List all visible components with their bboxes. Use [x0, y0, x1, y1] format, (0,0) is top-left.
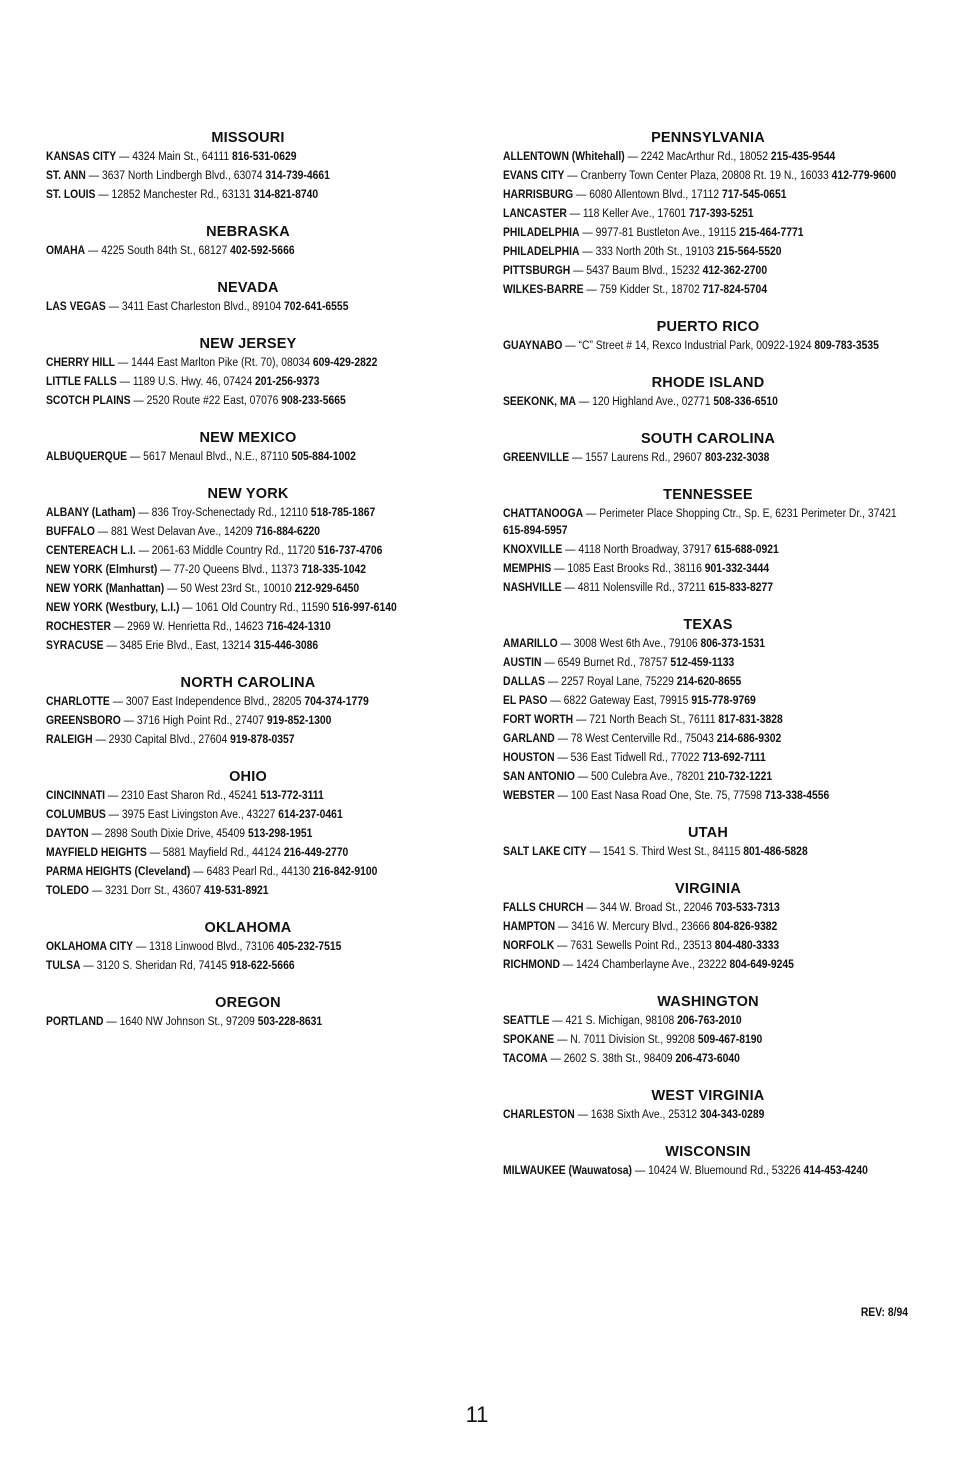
city-name: ALBUQUERQUE [46, 451, 128, 463]
store-entry [503, 580, 913, 597]
store-entry [46, 355, 450, 372]
page-number: 11 [465, 1402, 489, 1427]
city-name: ALLENTOWN (Whitehall) [503, 151, 625, 163]
city-name: PITTSBURGH [503, 265, 571, 277]
city-name: TULSA [46, 960, 81, 972]
store-entry [46, 939, 450, 956]
store-entry [503, 919, 913, 936]
store-address: — 12852 Manchester Rd., 63131 [95, 189, 254, 201]
city-name: CHERRY HILL [46, 357, 116, 369]
city-name: MILWAUKEE (Wauwatosa) [503, 1165, 633, 1177]
store-entry [503, 168, 913, 185]
store-entry [46, 149, 450, 166]
state-section [503, 1142, 913, 1180]
phone-number: 405-232-7515 [276, 941, 342, 953]
store-entry [46, 958, 450, 975]
state-section [46, 428, 450, 466]
city-name: OKLAHOMA CITY [46, 941, 134, 953]
city-name: ROCHESTER [46, 621, 111, 633]
store-entry [46, 449, 450, 466]
phone-number: 201-256-9373 [254, 376, 320, 388]
store-address: — 1061 Old Country Rd., 11590 [179, 602, 333, 614]
phone-number: 716-424-1310 [266, 621, 331, 633]
phone-number: 518-785-1867 [310, 507, 376, 519]
store-entry [46, 807, 450, 824]
city-name: CHARLESTON [503, 1109, 575, 1121]
store-entry [503, 149, 913, 166]
store-entry [46, 638, 450, 655]
state-heading: TENNESSEE [663, 487, 753, 503]
city-name: GREENSBORO [46, 715, 121, 727]
store-address: — 2969 W. Henrietta Rd., 14623 [110, 621, 267, 633]
state-section [503, 128, 913, 299]
phone-number: 216-842-9100 [312, 866, 378, 878]
city-name: SPOKANE [503, 1034, 555, 1046]
phone-number: 615-894-5957 [503, 525, 568, 537]
city-name: HARRISBURG [503, 189, 574, 201]
phone-number: 516-997-6140 [332, 602, 397, 614]
phone-number: 717-393-5251 [689, 208, 754, 220]
phone-number: 817-831-3828 [718, 714, 783, 726]
city-name: PHILADELPHIA [503, 246, 580, 258]
city-name: FALLS CHURCH [503, 902, 584, 914]
phone-number: 718-335-1042 [301, 564, 367, 576]
city-name: LITTLE FALLS [46, 376, 117, 388]
phone-number: 702-641-6555 [283, 301, 349, 313]
city-name: WEBSTER [503, 790, 555, 802]
phone-number: 717-824-5704 [702, 284, 768, 296]
phone-number: 716-884-6220 [255, 526, 321, 538]
store-address: — 2930 Capital Blvd., 27604 [92, 734, 231, 746]
city-name: GUAYNABO [503, 340, 563, 352]
state-heading: NEBRASKA [206, 224, 290, 240]
state-heading: PENNSYLVANIA [651, 130, 765, 146]
city-name: RALEIGH [46, 734, 93, 746]
phone-number: 215-435-9544 [770, 151, 836, 163]
store-address: — 9977-81 Bustleton Ave., 19115 [579, 227, 740, 239]
store-entry [46, 600, 450, 617]
store-address: — 1640 NW Johnson St., 97209 [103, 1016, 258, 1028]
store-entry [503, 506, 913, 540]
store-entry [503, 282, 913, 299]
store-address: — 78 West Centerville Rd., 75043 [554, 733, 717, 745]
city-name: LANCASTER [503, 208, 567, 220]
phone-number: 615-833-8277 [708, 582, 774, 594]
state-section [46, 222, 450, 260]
store-address: — 4811 Nolensville Rd., 37211 [561, 582, 709, 594]
phone-number: 419-531-8921 [204, 885, 269, 897]
city-name: SALT LAKE CITY [503, 846, 587, 858]
city-name: MAYFIELD HEIGHTS [46, 847, 147, 859]
store-entry [503, 655, 913, 672]
store-address: — 344 W. Broad St., 22046 [583, 902, 716, 914]
phone-number: 314-821-8740 [253, 189, 319, 201]
phone-number: 809-783-3535 [814, 340, 879, 352]
state-heading: VIRGINIA [674, 881, 742, 897]
phone-number: 210-732-1221 [707, 771, 773, 783]
store-entry [503, 244, 913, 261]
phone-number: 513-298-1951 [247, 828, 313, 840]
store-entry [46, 168, 450, 185]
store-entry [46, 826, 450, 843]
city-name: GREENVILLE [503, 452, 570, 464]
phone-number: 908-233-5665 [281, 395, 346, 407]
store-address: — 3411 East Charleston Blvd., 89104 [105, 301, 284, 313]
store-address: — 2898 South Dixie Drive, 45409 [88, 828, 248, 840]
store-entry [503, 1163, 913, 1180]
city-name: SAN ANTONIO [503, 771, 575, 783]
store-entry [46, 788, 450, 805]
store-address: — 5617 Menaul Blvd., N.E., 87110 [127, 451, 292, 463]
store-address: — 536 East Tidwell Rd., 77022 [554, 752, 703, 764]
store-address: — Cranberry Town Center Plaza, 20808 Rt. 19 N., 16033 [564, 170, 832, 182]
state-heading: NEW JERSEY [199, 336, 297, 352]
city-name: NEW YORK (Manhattan) [46, 583, 165, 595]
phone-number: 215-564-5520 [717, 246, 782, 258]
phone-number: 503-228-8631 [257, 1016, 323, 1028]
phone-number: 412-779-9600 [831, 170, 897, 182]
state-section [46, 278, 450, 316]
city-name: PARMA HEIGHTS (Cleveland) [46, 866, 191, 878]
store-address: — 10424 W. Bluemound Rd., 53226 [632, 1165, 804, 1177]
store-address: — 118 Keller Ave., 17601 [566, 208, 690, 220]
city-name: TOLEDO [46, 885, 89, 897]
store-address: — 7631 Sewells Point Rd., 23513 [554, 940, 715, 952]
city-name: AUSTIN [503, 657, 542, 669]
store-address: — 100 East Nasa Road One, Ste. 75, 77598 [554, 790, 765, 802]
store-entry [46, 299, 450, 316]
state-section [46, 767, 450, 900]
phone-number: 412-362-2700 [702, 265, 768, 277]
state-section [503, 615, 913, 805]
phone-number: 206-763-2010 [677, 1015, 742, 1027]
phone-number: 919-852-1300 [266, 715, 332, 727]
phone-number: 713-338-4556 [764, 790, 830, 802]
phone-number: 704-374-1779 [304, 696, 369, 708]
store-entry [46, 524, 450, 541]
state-heading: NEW MEXICO [199, 430, 297, 446]
left-column [46, 128, 450, 1049]
phone-number: 509-467-8190 [697, 1034, 763, 1046]
store-entry [503, 394, 913, 411]
city-name: PHILADELPHIA [503, 227, 580, 239]
store-entry [46, 732, 450, 749]
city-name: HOUSTON [503, 752, 555, 764]
city-name: KNOXVILLE [503, 544, 563, 556]
phone-number: 803-232-3038 [704, 452, 770, 464]
state-heading: PUERTO RICO [656, 319, 760, 335]
store-address: — 6080 Allentown Blvd., 17112 [573, 189, 722, 201]
phone-number: 915-778-9769 [691, 695, 756, 707]
phone-number: 315-446-3086 [253, 640, 319, 652]
state-section [46, 334, 450, 410]
store-address: — 4118 North Broadway, 37917 [562, 544, 715, 556]
store-entry [503, 206, 913, 223]
store-address: — “C” Street # 14, Rexco Industrial Park, 00922-1924 [562, 340, 815, 352]
phone-number: 206-473-6040 [675, 1053, 740, 1065]
state-heading: MISSOURI [211, 130, 285, 146]
store-entry [503, 450, 913, 467]
store-address: — 1424 Chamberlayne Ave., 23222 [559, 959, 730, 971]
phone-number: 801-486-5828 [743, 846, 808, 858]
city-name: FORT WORTH [503, 714, 574, 726]
store-address: — 3008 West 6th Ave., 79106 [557, 638, 701, 650]
state-section [46, 673, 450, 749]
store-entry [46, 374, 450, 391]
store-address: — 6549 Burnet Rd., 78757 [541, 657, 671, 669]
store-entry [503, 542, 913, 559]
state-heading: WEST VIRGINIA [651, 1088, 765, 1104]
city-name: KANSAS CITY [46, 151, 117, 163]
city-name: AMARILLO [503, 638, 558, 650]
phone-number: 806-373-1531 [700, 638, 765, 650]
store-address: — 120 Highland Ave., 02771 [576, 396, 714, 408]
phone-number: 713-692-7111 [702, 752, 766, 764]
store-address: — 3716 High Point Rd., 27407 [120, 715, 267, 727]
store-entry [503, 561, 913, 578]
state-section [503, 1086, 913, 1124]
phone-number: 804-826-9382 [712, 921, 778, 933]
city-name: DAYTON [46, 828, 89, 840]
city-name: SEATTLE [503, 1015, 550, 1027]
store-address: — 4324 Main St., 64111 [116, 151, 233, 163]
store-address: — 3485 Erie Blvd., East, 13214 [103, 640, 254, 652]
store-entry [503, 1107, 913, 1124]
store-entry [503, 693, 913, 710]
phone-number: 212-929-6450 [294, 583, 360, 595]
city-name: CENTEREACH L.I. [46, 545, 136, 557]
store-address: — 3231 Dorr St., 43607 [88, 885, 205, 897]
store-address: — Perimeter Place Shopping Ctr., Sp. E, 6231 Perimeter Dr., 37421 [583, 508, 897, 520]
store-address: — 2061-63 Middle Country Rd., 11720 [135, 545, 318, 557]
store-entry [46, 1014, 450, 1031]
phone-number: 804-480-3333 [714, 940, 780, 952]
city-name: NEW YORK (Elmhurst) [46, 564, 158, 576]
store-entry [503, 712, 913, 729]
store-address: — 1085 East Brooks Rd., 38116 [551, 563, 705, 575]
store-entry [503, 750, 913, 767]
phone-number: 918-622-5666 [230, 960, 295, 972]
phone-number: 314-739-4661 [265, 170, 330, 182]
store-address: — 333 North 20th St., 19103 [579, 246, 718, 258]
store-address: — 500 Culebra Ave., 78201 [574, 771, 708, 783]
state-heading: OHIO [229, 769, 267, 785]
store-entry [46, 845, 450, 862]
phone-number: 816-531-0629 [232, 151, 297, 163]
phone-number: 414-453-4240 [803, 1165, 868, 1177]
state-section [503, 429, 913, 467]
store-address: — 3975 East Livingston Ave., 43227 [105, 809, 279, 821]
store-address: — 759 Kidder St., 18702 [583, 284, 703, 296]
store-entry [46, 581, 450, 598]
state-section [503, 485, 913, 597]
city-name: GARLAND [503, 733, 555, 745]
city-name: COLUMBUS [46, 809, 106, 821]
city-name: SEEKONK, MA [503, 396, 577, 408]
store-address: — 4225 South 84th St., 68127 [85, 245, 231, 257]
store-entry [503, 1013, 913, 1030]
phone-number: 508-336-6510 [713, 396, 778, 408]
state-section [46, 128, 450, 204]
store-entry [503, 731, 913, 748]
store-address: — 836 Troy-Schenectady Rd., 12110 [135, 507, 311, 519]
store-entry [46, 619, 450, 636]
city-name: CINCINNATI [46, 790, 106, 802]
phone-number: 804-649-9245 [729, 959, 794, 971]
phone-number: 615-688-0921 [714, 544, 779, 556]
store-address: — 5881 Mayfield Rd., 44124 [146, 847, 284, 859]
store-address: — 3007 East Independence Blvd., 28205 [109, 696, 305, 708]
state-heading: NEVADA [217, 280, 279, 296]
store-address: — 5437 Baum Blvd., 15232 [570, 265, 703, 277]
store-entry [503, 788, 913, 805]
city-name: DALLAS [503, 676, 545, 688]
city-name: SCOTCH PLAINS [46, 395, 131, 407]
city-name: NASHVILLE [503, 582, 562, 594]
store-entry [503, 1032, 913, 1049]
store-address: — 2520 Route #22 East, 07076 [130, 395, 282, 407]
phone-number: 214-686-9302 [716, 733, 782, 745]
store-address: — 3416 W. Mercury Blvd., 23666 [555, 921, 713, 933]
phone-number: 513-772-3111 [260, 790, 324, 802]
store-entry [503, 674, 913, 691]
state-heading: WISCONSIN [665, 1144, 751, 1160]
store-address: — 2310 East Sharon Rd., 45241 [105, 790, 261, 802]
phone-number: 516-737-4706 [317, 545, 383, 557]
right-column [503, 128, 913, 1198]
city-name: ALBANY (Latham) [46, 507, 136, 519]
city-name: SYRACUSE [46, 640, 104, 652]
city-name: WILKES-BARRE [503, 284, 584, 296]
store-address: — 2242 MacArthur Rd., 18052 [624, 151, 771, 163]
state-heading: OKLAHOMA [204, 920, 292, 936]
store-entry [503, 1051, 913, 1068]
city-name: CHATTANOOGA [503, 508, 584, 520]
store-address: — 1541 S. Third West St., 84115 [586, 846, 744, 858]
store-address: — 50 West 23rd St., 10010 [164, 583, 295, 595]
store-address: — 1444 East Marlton Pike (Rt. 70), 08034 [115, 357, 313, 369]
phone-number: 901-332-3444 [704, 563, 770, 575]
phone-number: 216-449-2770 [283, 847, 349, 859]
city-name: PORTLAND [46, 1016, 104, 1028]
store-address: — 1557 Laurens Rd., 29607 [569, 452, 705, 464]
state-heading: SOUTH CAROLINA [640, 431, 776, 447]
state-heading: NORTH CAROLINA [180, 675, 316, 691]
city-name: EL PASO [503, 695, 548, 707]
store-address: — 3120 S. Sheridan Rd, 74145 [80, 960, 231, 972]
store-entry [46, 694, 450, 711]
phone-number: 919-878-0357 [230, 734, 295, 746]
city-name: OMAHA [46, 245, 86, 257]
store-address: — 6483 Pearl Rd., 44130 [190, 866, 313, 878]
city-name: HAMPTON [503, 921, 556, 933]
phone-number: 717-545-0651 [721, 189, 787, 201]
city-name: MEMPHIS [503, 563, 552, 575]
state-heading: WASHINGTON [657, 994, 759, 1010]
state-section [503, 879, 913, 974]
state-heading: TEXAS [683, 617, 733, 633]
store-address: — 3637 North Lindbergh Blvd., 63074 [85, 170, 266, 182]
phone-number: 609-429-2822 [312, 357, 378, 369]
state-heading: OREGON [215, 995, 281, 1011]
city-name: BUFFALO [46, 526, 95, 538]
store-entry [503, 938, 913, 955]
store-entry [503, 900, 913, 917]
store-address: — 77-20 Queens Blvd., 11373 [157, 564, 302, 576]
store-address: — 881 West Delavan Ave., 14209 [94, 526, 256, 538]
store-address: — 2257 Royal Lane, 75229 [544, 676, 677, 688]
state-section [46, 993, 450, 1031]
state-section [46, 484, 450, 655]
store-address: — 721 North Beach St., 76111 [573, 714, 719, 726]
store-entry [46, 543, 450, 560]
city-name: ST. LOUIS [46, 189, 96, 201]
store-entry [503, 769, 913, 786]
city-name: LAS VEGAS [46, 301, 106, 313]
state-section [503, 317, 913, 355]
state-section [503, 992, 913, 1068]
phone-number: 703-533-7313 [715, 902, 780, 914]
store-entry [503, 957, 913, 974]
store-entry [503, 263, 913, 280]
phone-number: 402-592-5666 [230, 245, 295, 257]
store-entry [46, 883, 450, 900]
state-section [503, 823, 913, 861]
store-address: — 1638 Sixth Ave., 25312 [574, 1109, 700, 1121]
store-entry [503, 225, 913, 242]
store-address: — 1318 Linwood Blvd., 73106 [133, 941, 277, 953]
city-name: EVANS CITY [503, 170, 565, 182]
store-address: — N. 7011 Division St., 99208 [554, 1034, 698, 1046]
store-address: — 2602 S. 38th St., 98409 [547, 1053, 676, 1065]
city-name: ST. ANN [46, 170, 86, 182]
state-heading: NEW YORK [207, 486, 289, 502]
store-address: — 6822 Gateway East, 79915 [547, 695, 692, 707]
store-entry [503, 187, 913, 204]
phone-number: 512-459-1133 [670, 657, 735, 669]
state-heading: RHODE ISLAND [651, 375, 765, 391]
city-name: RICHMOND [503, 959, 560, 971]
city-name: CHARLOTTE [46, 696, 110, 708]
phone-number: 215-464-7771 [739, 227, 804, 239]
city-name: NORFOLK [503, 940, 555, 952]
store-entry [46, 243, 450, 260]
store-address: — 1189 U.S. Hwy. 46, 07424 [116, 376, 255, 388]
store-entry [46, 864, 450, 881]
phone-number: 505-884-1002 [291, 451, 356, 463]
store-entry [46, 562, 450, 579]
phone-number: 614-237-0461 [278, 809, 343, 821]
phone-number: 304-343-0289 [699, 1109, 765, 1121]
phone-number: 214-620-8655 [676, 676, 742, 688]
store-entry [503, 338, 913, 355]
store-entry [46, 505, 450, 522]
store-address: — 421 S. Michigan, 98108 [549, 1015, 678, 1027]
store-entry [46, 393, 450, 410]
city-name: NEW YORK (Westbury, L.I.) [46, 602, 180, 614]
store-entry [503, 844, 913, 861]
store-entry [46, 713, 450, 730]
state-section [503, 373, 913, 411]
store-entry [503, 636, 913, 653]
state-heading: UTAH [688, 825, 728, 841]
state-section [46, 918, 450, 975]
store-entry [46, 187, 450, 204]
city-name: TACOMA [503, 1053, 548, 1065]
revision-note: REV: 8/94 [860, 1307, 908, 1319]
